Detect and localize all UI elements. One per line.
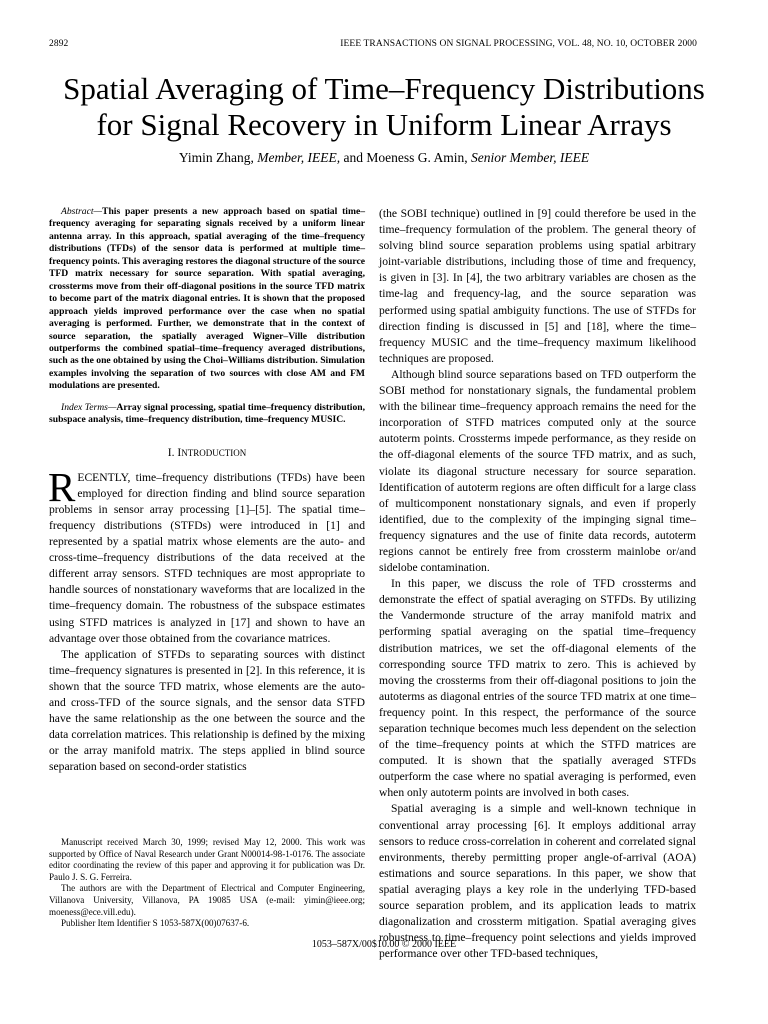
section-title-rest: NTRODUCTION	[181, 447, 247, 458]
abstract-label: Abstract—	[61, 206, 103, 217]
right-paragraph-3: In this paper, we discuss the role of TFD crossterms and demonstrate the effect of spatial averaging on STFDs. By utilizing the Vandermonde structure of the array manifold matrix and performing spatial averaging on the spatial time–frequency distribution matrices, we set the off-diagonal elements of the corresponding source TFD matrix to zero. This is achieved by moving the crossterms from their off-diagonal positions to join the autoterms as diagonal entries of the source TFD matrix at one time–frequency point. In this respect, the performance of the source separation technique becomes much less dependent on the selection of the time–frequency points at which the STFD matrices are computed. It is shown that the spatially averaged STFDs outperform the case where no spatial averaging is performed, even when only autoterm points are involved in both cases.	[379, 577, 696, 800]
intro-paragraph-2: The application of STFDs to separating sources with distinct time–frequency signatures is presented in [2]. In this reference, it is shown that the source TFD matrix, whose elements are the auto- and cross-TFD of the source signals, and the sensor data STFD have the same relationship as the one between the source and the data correlation matrices. This relationship is defined by the mixing or the array manifold matrix. The steps applied in blind source separation based on second-order statistics	[49, 647, 365, 774]
right-column	[379, 206, 696, 962]
left-column	[49, 206, 365, 775]
paper-title	[0, 71, 768, 143]
title-line-2: for Signal Recovery in Uniform Linear Arrays	[96, 107, 672, 142]
author-connector: and	[343, 150, 363, 165]
author-1-name: Yimin Zhang	[178, 150, 251, 165]
page-number: 2892	[49, 39, 69, 49]
journal-header: IEEE TRANSACTIONS ON SIGNAL PROCESSING, VOL. 48, NO. 10, OCTOBER 2000	[340, 39, 697, 49]
copyright-line: 1053–587X/00$10.00 © 2000 IEEE	[311, 939, 457, 950]
right-paragraph-2: Although blind source separations based on TFD outperform the SOBI method for nonstationary signals, the fundamental problem with the bilinear time–frequency approach remains the need for the incorporation of STFD matrices computed only at the source autoterm points. Crossterms impede performance, as they reside on the off-diagonal elements of the source TFD matrix, and as such, violate its diagonal structure necessary for source separation. Identification of autoterm regions are often difficult for a large class of multicomponent nonstationary signals, and even if properly identified, due to the complexity of the impinging signal time–frequency signatures and the use of finite data records, autoterm regions cannot be entirely free from crossterm mainlobe or/and sidelobe contamination.	[379, 367, 696, 575]
right-paragraph-4: Spatial averaging is a simple and well-known technique in conventional array processing [6]. It employs additional array sensors to reduce cross-correlation in coherent and correlated signal environments, thereby permitting proper angle-of-arrival (AOA) estimations and source separations. In this paper, we show that spatial averaging plays a key role in the underlying TFD-based source separation problem, and its application leads to matrix diagonalization and crossterm mitigation. Spatial averaging gives robustness to time–frequency point selections and yields improved performance over other TFD-based techniques,	[379, 802, 696, 961]
index-terms-text: Array signal processing, spatial time–frequency distribution, subspace analysis, time–frequency distribution, time–frequency MUSIC.	[49, 401, 365, 426]
index-terms	[49, 402, 365, 427]
drop-cap: R	[48, 463, 76, 510]
intro-paragraph-1	[48, 463, 365, 647]
author-2-name: Moeness G. Amin	[366, 150, 465, 165]
section-number: I.	[167, 445, 175, 459]
footnotes	[49, 837, 365, 930]
right-paragraph-1: (the SOBI technique) outlined in [9] could therefore be used in the time–frequency formulation of the problem. The general theory of solving blind source separation problems using spatial arbitrary joint-variable distributions, including those of time and frequency, is given in [3]. In [4], the two arbitrary variables are chosen as the time-lag and frequency-lag, and the source separation was performed using spatial ambiguity functions. The use of STFDs for direction finding is discussed in [5] and [18], where the time–frequency MUSIC and the time–frequency maximum likelihood techniques are proposed.	[379, 207, 696, 365]
author-2-title: Senior Member, IEEE	[471, 150, 590, 165]
footnote-received: Manuscript received March 30, 1999; revised May 12, 2000. This work was supported by Office of Naval Research under Grant N00014-98-1-0176. The associate editor coordinating the review of this paper and approving it for publication was Dr. Paulo J. S. G. Ferreira.	[49, 837, 365, 882]
title-line-1: Spatial Averaging of Time–Frequency Distributions	[63, 71, 705, 106]
abstract-text: This paper presents a new approach based on spatial time–frequency averaging for separating signals received by a uniform linear antenna array. In this approach, spatial averaging of the time–frequency distributions (TFDs) of the sensor data is performed at multiple time–frequency points. This averaging restores the diagonal structure of the source TFD matrix necessary for source separation. With spatial averaging, crossterms move from their off-diagonal positions in the source TFD matrix to become part of the matrix diagonal entries. It is shown that the proposed approach yields improved performance over the case when no spatial averaging is performed. Further, we demonstrate that in the context of source separation, the spatially averaged Wigner–Ville distribution outperforms the combined spatial–time–frequency averaged distributions, such as the one obtained by using the Choi–Williams distribution. Simulation examples involving the separation of two sources with close AM and FM modulations are presented.	[49, 206, 365, 392]
footnote-affiliation: The authors are with the Department of Electrical and Computer Engineering, Villanova University, Villanova, PA 19085 USA (e-mail: yimin@ieee.org; moeness@ece.vill.edu).	[49, 883, 365, 917]
author-line: Yimin Zhang, Member, IEEE, and Moeness G. Amin, Senior Member, IEEE	[178, 150, 590, 165]
intro-paragraph-1-text: ECENTLY, time–frequency distributions (TFDs) have been employed for direction finding and blind source separation problems in sensor array processing [1]–[5]. The spatial time–frequency distributions (STFDs) were introduced in [1] and represented by a spatial matrix whose elements are the auto- and cross-time–frequency distributions of the data received at the different array sensors. STFD techniques are most appropriate to handle sources of nonstationary waveforms that are localized in the time–frequency domain. The robustness of the subspace estimates using STFD matrices is analyzed in [17] and shown to have an advantage over those obtained from the covariance matrices.	[49, 470, 365, 645]
section-heading	[49, 446, 365, 460]
index-terms-label: Index Terms—	[61, 401, 117, 413]
abstract	[49, 206, 365, 393]
author-1-title: Member, IEEE,	[257, 150, 341, 165]
section-title-initial: I	[177, 445, 182, 459]
footnote-publisher-id: Publisher Item Identifier S 1053-587X(00)07637-6.	[61, 918, 250, 929]
